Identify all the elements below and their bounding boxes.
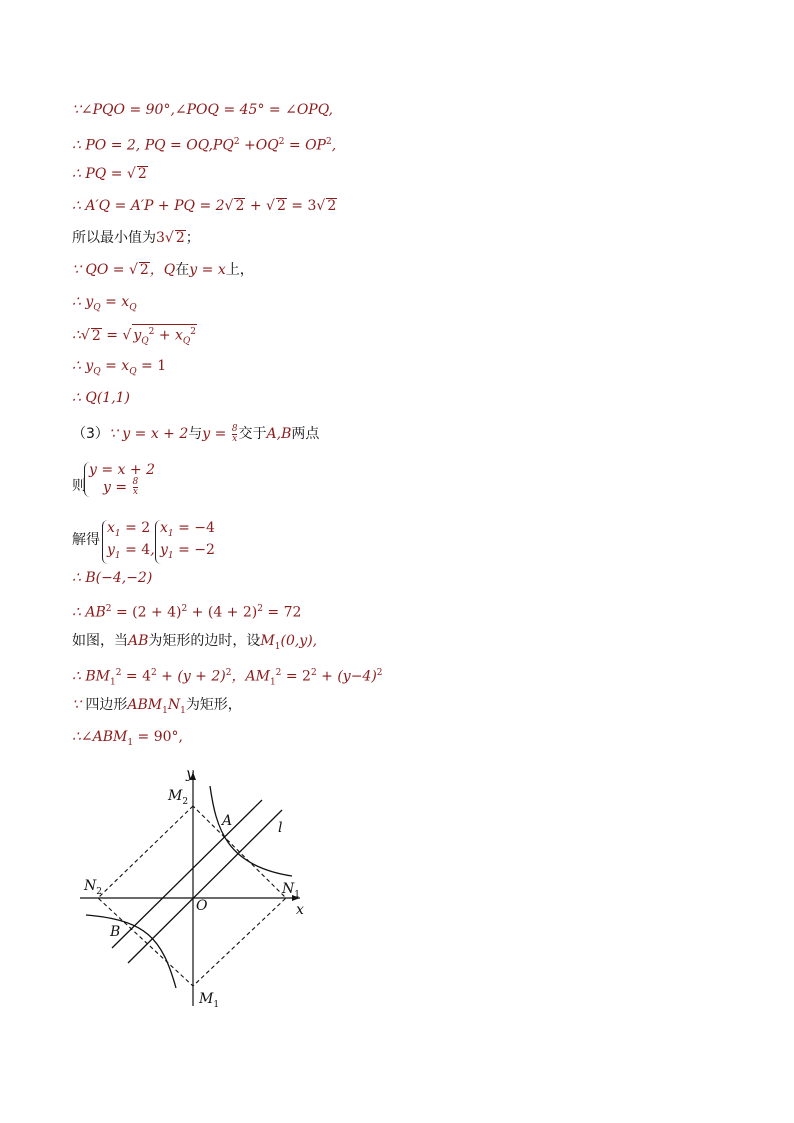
geometry-figure (76, 758, 316, 1012)
line-angle-premise: ∵∠PQO = 90°,∠POQ = 45° = ∠OPQ, (72, 102, 333, 118)
line-bm-am: ∴ $BM_1^2 = 4^2 + (y + 2)^2$，$AM_1^2 = 2^2 + (y-4)^2$ (72, 668, 383, 688)
line-part3: （3）∵ y = x + 2与y = $\frac{8}{x}$ 交于A,B两点 (72, 423, 320, 444)
label-a: A (222, 813, 233, 829)
line-l (128, 810, 282, 963)
line-q-coords: ∴ Q(1,1) (72, 390, 131, 406)
line-pq-value: ∴ PQ = √ 2 (72, 166, 147, 182)
solution-2: $x_1 = -4$ $y_1 = -2$ (155, 520, 215, 564)
x-axis (80, 895, 300, 901)
line-yq-xq-one: ∴ $y_Q = x_Q = 1$ (72, 358, 167, 377)
line-yq-eq-xq: ∴ $y_Q = x_Q$ (72, 294, 137, 313)
line-aq-value: ∴ A′Q = A′P + PQ = 2√ 2 + √ 2 = 3√ 2 (72, 198, 337, 214)
line-rectangle-case: 如图，当AB为矩形的边时，设$M_1(0,y)$, (72, 633, 318, 652)
rectangle-dashed (98, 806, 286, 986)
label-y: y (186, 766, 194, 782)
label-n2: $N_2$ (84, 878, 102, 897)
label-o: O (196, 898, 208, 914)
label-n1: $N_1$ (282, 881, 300, 900)
line-ab-squared: ∴ $AB^2 = (2 + 4)^2 + (4 + 2)^2 = 72$ (72, 604, 302, 621)
line-then: 则 (72, 478, 86, 494)
line-solve: 解得 (72, 532, 100, 548)
line-sqrt-identity: ∴√ 2 = √ $y_Q^2 + x_Q^2$ (72, 324, 197, 349)
line-qo-value: ∵ QO = √ 2，Q在y = x上， (72, 262, 254, 278)
label-x: x (296, 902, 304, 918)
solution-1: $x_1 = 2$ $y_1 = 4$, (102, 520, 155, 564)
line-minimum: 所以最小值为3√ 2； (72, 230, 200, 246)
equation-system: y = x + 2 y = $\frac{8}{x}$ (84, 462, 155, 497)
line-angle-abm: $\therefore\angle ABM_1 = 90^\circ$, (72, 729, 184, 748)
line-pythagoras: ∴ PO = 2, PQ = $OQ,PQ^2 +OQ^2 = OP^2$, (72, 137, 337, 154)
line-b-coords: ∴ B(−4,−2) (72, 570, 153, 586)
line-rectangle-abmn: ∵ 四边形$ABM_1N_1$为矩形， (72, 697, 242, 716)
label-b: B (110, 924, 121, 940)
label-m1: $M_1$ (199, 991, 220, 1010)
label-m2: $M_2$ (168, 788, 189, 807)
label-l: l (278, 820, 283, 836)
y-axis (190, 772, 196, 1006)
hyperbola-lower (86, 915, 176, 988)
